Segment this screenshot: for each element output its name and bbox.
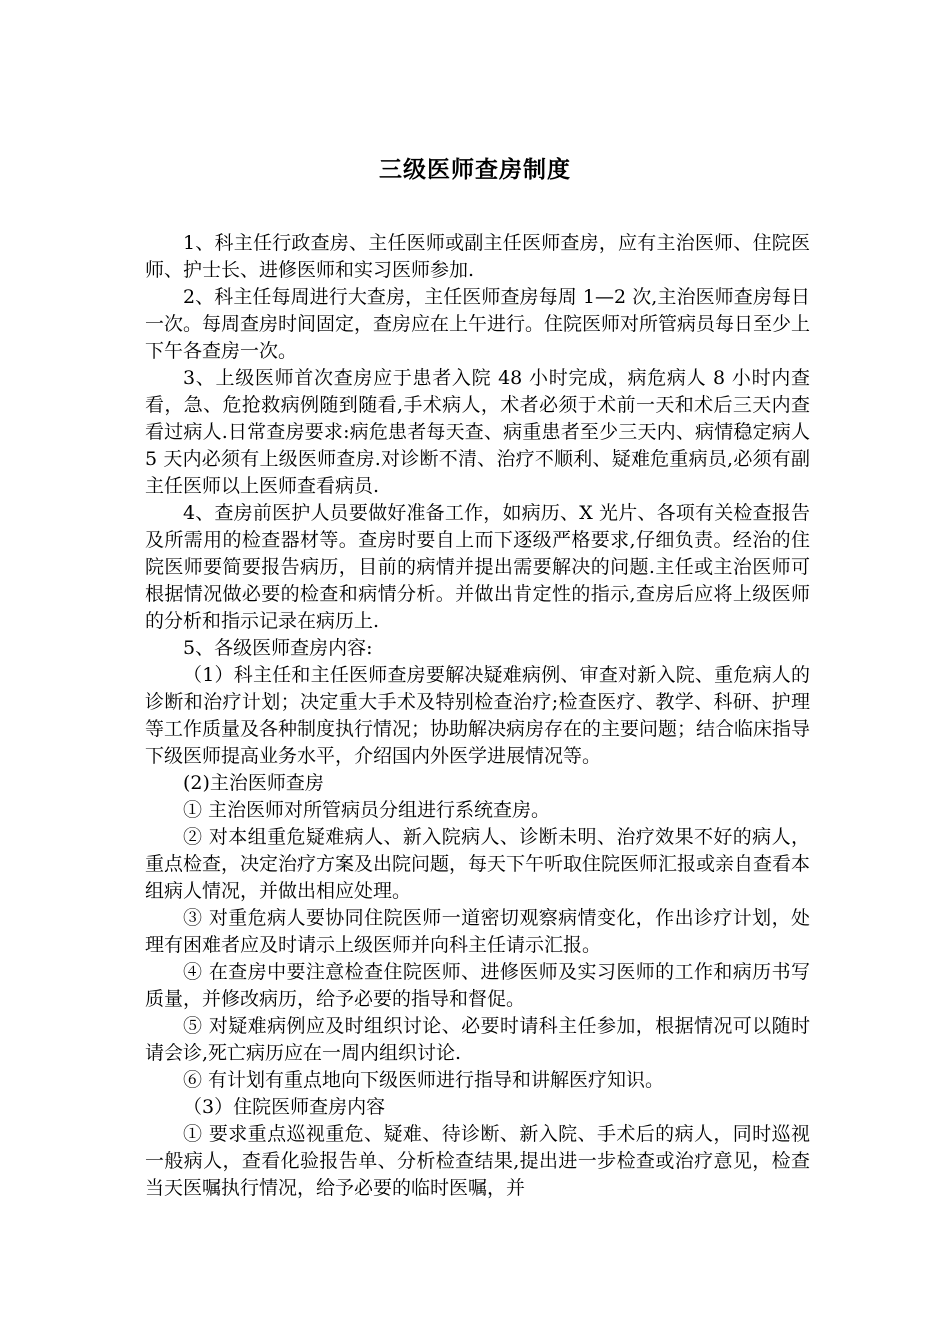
paragraph-5-2-item-4: ④ 在查房中要注意检查住院医师、进修医师及实习医师的工作和病历书写质量，并修改病历，给予必要的指导和督促。 bbox=[145, 961, 810, 1010]
paragraph-5-3-item-1: ① 要求重点巡视重危、疑难、待诊断、新入院、手术后的病人，同时巡视一般病人，查看化验报告单、分析检查结果,提出进一步检查或治疗意见，检查当天医嘱执行情况，给予必要的临时医嘱，并 bbox=[145, 1123, 810, 1199]
paragraph-5-1: （1）科主任和主任医师查房要解决疑难病例、审查对新入院、重危病人的诊断和治疗计划；决定重大手术及特别检查治疗;检查医疗、教学、科研、护理等工作质量及各种制度执行情况；协助解决病房存在的主要问题；结合临床指导下级医师提高业务水平，介绍国内外医学进展情况等。 bbox=[145, 664, 811, 767]
paragraph-3: 3、上级医师首次查房应于患者入院 48 小时完成，病危病人 8 小时内查看，急、危抢救病例随到随看,手术病人，术者必须于术前一天和术后三天内查看过病人.日常查房要求:病危患者每天查、病重患者至少三天内、病情稳定病人 5 天内必须有上级医师查房.对诊断不清、治疗不顺利、疑难危重病员,必须有副主任医师以上医师查看病员. bbox=[145, 367, 810, 497]
document-body bbox=[145, 230, 810, 1202]
paragraph-4: 4、查房前医护人员要做好准备工作，如病历、X 光片、各项有关检查报告及所需用的检查器材等。查房时要自上而下逐级严格要求,仔细负责。经治的住院医师要简要报告病历，目前的病情并提出需要解决的问题.主任或主治医师可根据情况做必要的检查和病情分析。并做出肯定性的指示,查房后应将上级医师的分析和指示记录在病历上. bbox=[145, 502, 810, 632]
paragraph-2: 2、科主任每周进行大查房，主任医师查房每周 1—2 次,主治医师查房每日一次。每周查房时间固定，查房应在上午进行。住院医师对所管病员每日至少上下午各查房一次。 bbox=[145, 286, 811, 362]
paragraph-5-heading: 5、各级医师查房内容: bbox=[183, 637, 373, 659]
paragraph-5-2-item-6: ⑥ 有计划有重点地向下级医师进行指导和讲解医疗知识。 bbox=[183, 1069, 665, 1091]
paragraph-5-2-item-3: ③ 对重危病人要协同住院医师一道密切观察病情变化，作出诊疗计划，处理有困难者应及时请示上级医师并向科主任请示汇报。 bbox=[145, 907, 810, 956]
paragraph-5-2-item-2: ② 对本组重危疑难病人、新入院病人、诊断未明、治疗效果不好的病人，重点检查，决定治疗方案及出院问题，每天下午听取住院医师汇报或亲自查看本组病人情况，并做出相应处理。 bbox=[145, 826, 811, 902]
paragraph-1: 1、科主任行政查房、主任医师或副主任医师查房，应有主治医师、住院医师、护士长、进修医师和实习医师参加. bbox=[145, 232, 810, 281]
paragraph-5-2-heading: (2)主治医师查房 bbox=[183, 772, 324, 794]
document-title: 三级医师查房制度 bbox=[379, 156, 571, 183]
paragraph-5-3-heading: （3）住院医师查房内容 bbox=[183, 1096, 386, 1118]
paragraph-5-2-item-5: ⑤ 对疑难病例应及时组织讨论、必要时请科主任参加，根据情况可以随时请会诊,死亡病历应在一周内组织讨论. bbox=[145, 1015, 810, 1064]
paragraph-5-2-item-1: ① 主治医师对所管病员分组进行系统查房。 bbox=[183, 799, 551, 821]
